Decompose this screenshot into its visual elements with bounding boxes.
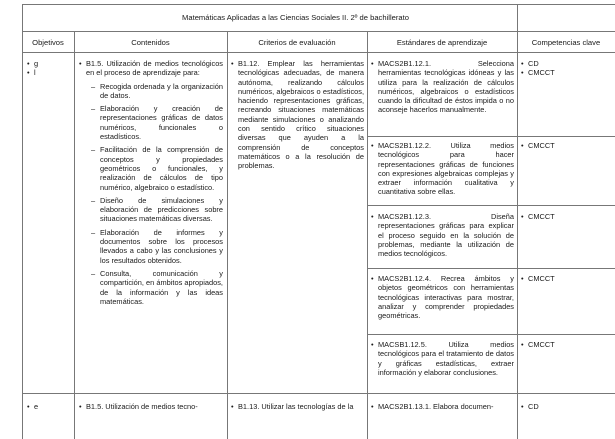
competencia-code: CD: [528, 59, 539, 68]
competencia-code: CMCCT: [528, 212, 555, 221]
competencias-cell: • CMCCT: [521, 340, 555, 349]
competencia-code: CMCCT: [528, 340, 555, 349]
competencias-cell: • CD • CMCCT: [521, 59, 555, 78]
competencias-cell: • CMCCT: [521, 274, 555, 283]
row-divider: [22, 393, 615, 394]
list-item: – Consulta, comunicación y compartición, en ámbitos apropiados, de la información y las ideas matemáticas.: [91, 269, 223, 306]
list-item: – Elaboración y creación de representaciones gráficas de datos numéricos, funcionales o estadísticos.: [91, 104, 223, 141]
estandar-cell: • MACS2B1.12.3. Diseña representaciones gráficas para explicar el proceso seguido en la solución de problemas, mediante la utilización de medios tecnológicos.: [371, 212, 514, 259]
estandar-text: MACS2B1.12.4. Recrea ámbitos y objetos geométricos con herramientas tecnológicas interactivas para mostrar, analizar y comprender propiedades geométricas.: [378, 274, 514, 321]
contenidos-cell: • B1.5. Utilización de medios tecno-: [79, 402, 198, 411]
col-divider-2: [227, 31, 228, 439]
estandar-cell: • MACSB1.12.5. Utiliza medios tecnológicos para el tratamiento de datos y gráficas estadísticas, extraer información y elaborar conclusiones.: [371, 340, 514, 377]
estandar-cell: • MACS2B1.13.1. Elabora documen-: [371, 402, 494, 411]
estandar-text: MACS2B1.12.2. Utiliza medios tecnológicos para hacer representaciones gráficas de funciones con expresiones algebraicas complejas y extraer información cualitativa y cuantitativa sobre ellas.: [378, 141, 514, 197]
table-title: Matemáticas Aplicadas a las Ciencias Sociales II. 2º de bachillerato: [182, 13, 409, 22]
list-item: – Facilitación de la comprensión de conceptos y propiedades geométricos o funcionales, y realización de cálculos de tipo numérico, algebraico o estadístico.: [91, 145, 223, 191]
col-divider-1: [74, 31, 75, 439]
standard-divider-1: [367, 136, 615, 137]
header-objetivos: Objetivos: [32, 38, 64, 47]
estandar-text: MACSB1.12.5. Utiliza medios tecnológicos para el tratamiento de datos y gráficas estadísticas, extraer información y elaborar conclusiones.: [378, 340, 514, 377]
estandar-cell: • MACS2B1.12.2. Utiliza medios tecnológicos para hacer representaciones gráficas de funciones con expresiones algebraicas complejas y extraer información cualitativa y cuantitativa sobre ellas.: [371, 141, 514, 197]
estandar-text: MACS2B1.12.3. Diseña representaciones gráficas para explicar el proceso seguido en la solución de problemas, mediante la utilización de medios tecnológicos.: [378, 212, 514, 259]
standard-divider-3: [367, 268, 615, 269]
list-item: – Elaboración de informes y documentos sobre los procesos llevados a cabo y las conclusiones y los resultados obtenidos.: [91, 228, 223, 265]
estandar-cell: • MACS2B1.12.1. Selecciona herramientas tecnológicas idóneas y las utiliza para la realización de cálculos numéricos, algebraicos o estadísticos cuando la dificultad de éstos impida o no aconseje hacerlos manualmente.: [371, 59, 514, 115]
standard-divider-2: [367, 205, 615, 206]
header-estandares: Estándares de aprendizaje: [396, 38, 488, 47]
competencia-code: CMCCT: [528, 68, 555, 78]
competencia-code: CMCCT: [528, 274, 555, 283]
contenido-list: [79, 82, 223, 307]
criterio-cell: • B1.12. Emplear las herramientas tecnológicas adecuadas, de manera autónoma, realizando cálculos numéricos, algebraicos o estadísticos, haciendo representaciones gráficas, recreando situaciones matemáticas mediante simulaciones o analizando con sentido crítico situaciones diversas que ayuden a la comprensión de conceptos matemáticos o a la resolución de problemas.: [231, 59, 364, 171]
competencias-cell: • CD: [521, 402, 539, 411]
title-row-bottom: [22, 31, 615, 32]
competencia-code: CMCCT: [528, 141, 555, 150]
col-divider-4: [517, 4, 518, 439]
header-row-bottom: [22, 52, 615, 53]
table-left-border: [22, 4, 23, 439]
list-item: – Recogida ordenada y la organización de datos.: [91, 82, 223, 101]
criterio-cell: • B1.13. Utilizar las tecnologías de la: [231, 402, 354, 411]
competencias-cell: • CMCCT: [521, 212, 555, 221]
col-divider-3: [367, 31, 368, 439]
competencia-code: CD: [528, 402, 539, 411]
contenido-intro: • B1.5. Utilización de medios tecnológicos en el proceso de aprendizaje para:: [79, 59, 223, 78]
list-item: • l: [27, 68, 36, 78]
header-competencias: Competencias clave: [531, 38, 601, 47]
header-contenidos: Contenidos: [131, 38, 170, 47]
criterio-text: B1.12. Emplear las herramientas tecnológicas adecuadas, de manera autónoma, realizando cálculos numéricos, algebraicos o estadísticos, haciendo representaciones gráficas, recreando situaciones matemáticas mediante simulaciones o analizando con sentido crítico situaciones diversas que ayuden a la comprensión de conceptos matemáticos o a la resolución de problemas.: [238, 59, 364, 171]
list-item: • g: [27, 59, 39, 68]
estandar-cell: • MACS2B1.12.4. Recrea ámbitos y objetos geométricos con herramientas tecnológicas interactivas para mostrar, analizar y comprender propiedades geométricas.: [371, 274, 514, 321]
estandar-text: MACS2B1.12.1. Selecciona herramientas tecnológicas idóneas y las utiliza para la realización de cálculos numéricos, algebraicos o estadísticos cuando la dificultad de éstos impida o no aconseje hacerlos manualmente.: [378, 59, 514, 115]
objetivos-cell: [27, 59, 71, 78]
header-criterios: Criterios de evaluación: [258, 38, 336, 47]
competencias-cell: • CMCCT: [521, 141, 555, 150]
table-top-border: [22, 4, 615, 5]
contenidos-cell: [79, 59, 223, 306]
standard-divider-4: [367, 334, 615, 335]
list-item: – Diseño de simulaciones y elaboración de predicciones sobre situaciones matemáticas diversas.: [91, 196, 223, 224]
objetivos-cell: • e: [27, 402, 39, 411]
